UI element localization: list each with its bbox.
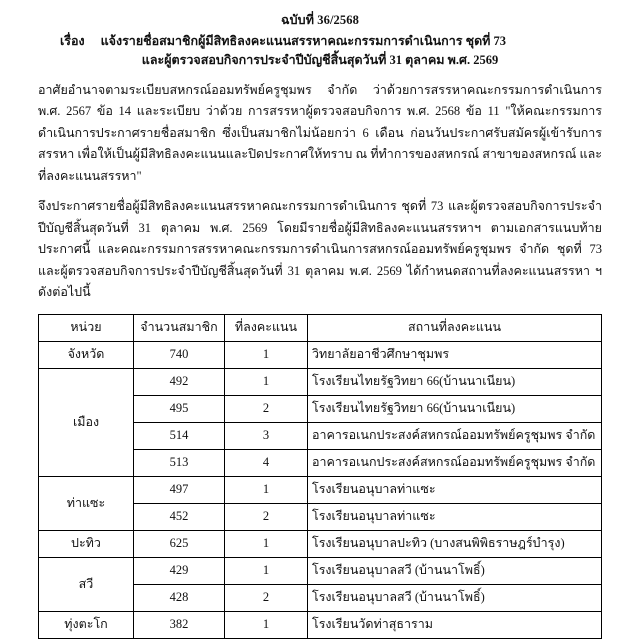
cell-member-count: 452 (134, 503, 225, 530)
cell-member-count: 492 (134, 368, 225, 395)
cell-place-number: 1 (225, 611, 308, 638)
cell-member-count: 495 (134, 395, 225, 422)
document-number: ฉบับที่ 36/2568 (281, 13, 359, 27)
cell-place-number: 2 (225, 584, 308, 611)
cell-place-number: 1 (225, 476, 308, 503)
paragraph-2: จึงประกาศรายชื่อผู้มีสิทธิลงคะแนนสรรหาคณะกรรมการดำเนินการ ชุดที่ 73 และผู้ตรวจสอบกิจการประจำปีบัญชีสิ้นสุดวันที่ 31 ตุลาคม พ.ศ. 2569 โดยมีรายชื่อผู้มีสิทธิลงคะแนนสรรหาฯ ตามเอกสารแนบท้ายประกาศนี้ และคณะกรรมการสรรหาคณะกรรมการดำเนินการสหกรณ์ออมทรัพย์ครูชุมพร จำกัด ชุดที่ 73 และผู้ตรวจสอบกิจการประจำปีบัญชีสิ้นสุดวันที่ 31 ตุลาคม พ.ศ. 2569 ได้กำหนดสถานที่ลงคะแนนสรรหา ฯ ดังต่อไปนี้ (38, 199, 602, 299)
subject-block (38, 32, 602, 70)
cell-member-count: 497 (134, 476, 225, 503)
cell-place-number: 2 (225, 503, 308, 530)
cell-place-number: 1 (225, 557, 308, 584)
table-row (39, 611, 602, 638)
voting-locations-table (38, 314, 602, 639)
cell-member-count: 513 (134, 449, 225, 476)
cell-location: โรงเรียนอนุบาลสวี (บ้านนาโพธิ์) (308, 557, 602, 584)
cell-place-number: 1 (225, 368, 308, 395)
cell-location: โรงเรียนไทยรัฐวิทยา 66(บ้านนาเนียน) (308, 395, 602, 422)
cell-place-number: 1 (225, 530, 308, 557)
cell-unit: เมือง (39, 368, 134, 476)
column-header-place-number: ที่ลงคะแนน (225, 314, 308, 341)
cell-location: โรงเรียนอนุบาลท่าแซะ (308, 503, 602, 530)
cell-location: โรงเรียนอนุบาลสวี (บ้านนาโพธิ์) (308, 584, 602, 611)
cell-location: วิทยาลัยอาชีวศึกษาชุมพร (308, 341, 602, 368)
cell-member-count: 428 (134, 584, 225, 611)
cell-unit: ทุ่งตะโก (39, 611, 134, 638)
table-row (39, 557, 602, 584)
cell-place-number: 4 (225, 449, 308, 476)
cell-place-number: 2 (225, 395, 308, 422)
table-row (39, 530, 602, 557)
cell-location: โรงเรียนวัดท่าสุธาราม (308, 611, 602, 638)
subject-line-1 (38, 32, 602, 51)
cell-location: อาคารอเนกประสงค์สหกรณ์ออมทรัพย์ครูชุมพร จำกัด (308, 449, 602, 476)
cell-location: โรงเรียนอนุบาลปะทิว (บางสนพิพิธราษฎร์บำรุง) (308, 530, 602, 557)
subject-label: เรื่อง (60, 34, 85, 48)
cell-unit: ท่าแซะ (39, 476, 134, 530)
table-header-row (39, 314, 602, 341)
cell-location: อาคารอเนกประสงค์สหกรณ์ออมทรัพย์ครูชุมพร จำกัด (308, 422, 602, 449)
paragraph-1: อาศัยอำนาจตามระเบียบสหกรณ์ออมทรัพย์ครูชุมพร จำกัด ว่าด้วยการสรรหาคณะกรรมการดำเนินการ พ.ศ. 2567 ข้อ 14 และระเบียบ ว่าด้วย การสรรหาผู้ตรวจสอบกิจการ พ.ศ. 2568 ข้อ 11 "ให้คณะกรรมการดำเนินการประกาศรายชื่อสมาชิก ซึ่งเป็นสมาชิกไม่น้อยกว่า 6 เดือน ก่อนวันประกาศรับสมัครผู้เข้ารับการสรรหา เพื่อให้เป็นผู้มีสิทธิลงคะแนนและปิดประกาศให้ทราบ ณ ที่ทำการของสหกรณ์ สาขาของสหกรณ์ และที่ลงคะแนนสรรหา" (38, 82, 602, 183)
cell-member-count: 429 (134, 557, 225, 584)
column-header-location: สถานที่ลงคะแนน (308, 314, 602, 341)
cell-location: โรงเรียนอนุบาลท่าแซะ (308, 476, 602, 503)
column-header-unit: หน่วย (39, 314, 134, 341)
cell-place-number: 1 (225, 341, 308, 368)
table-row (39, 368, 602, 395)
cell-unit: จังหวัด (39, 341, 134, 368)
body-text (38, 80, 602, 304)
cell-member-count: 625 (134, 530, 225, 557)
cell-unit: ปะทิว (39, 530, 134, 557)
cell-member-count: 740 (134, 341, 225, 368)
cell-member-count: 514 (134, 422, 225, 449)
cell-member-count: 382 (134, 611, 225, 638)
table-row (39, 341, 602, 368)
column-header-member-count: จำนวนสมาชิก (134, 314, 225, 341)
cell-unit: สวี (39, 557, 134, 611)
table-row (39, 476, 602, 503)
cell-place-number: 3 (225, 422, 308, 449)
subject-text-1: แจ้งรายชื่อสมาชิกผู้มีสิทธิลงคะแนนสรรหาคณะกรรมการดำเนินการ ชุดที่ 73 (100, 34, 507, 48)
cell-location: โรงเรียนไทยรัฐวิทยา 66(บ้านนาเนียน) (308, 368, 602, 395)
subject-line-2: และผู้ตรวจสอบกิจการประจำปีบัญชีสิ้นสุดวันที่ 31 ตุลาคม พ.ศ. 2569 (141, 52, 499, 67)
table-body (39, 341, 602, 638)
